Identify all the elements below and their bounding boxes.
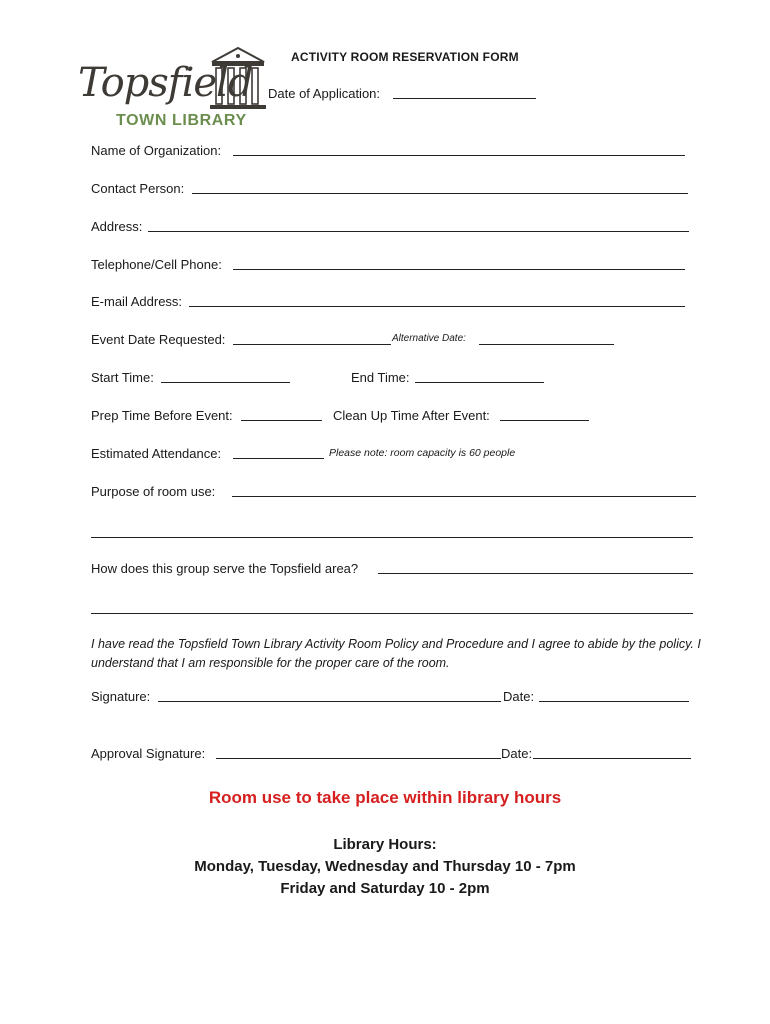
start-time-field[interactable]: [161, 370, 290, 383]
signature-date-label: Date:: [503, 689, 535, 704]
cleanup-time-label: Clean Up Time After Event:: [333, 408, 490, 423]
prep-time-field[interactable]: [241, 408, 322, 421]
contact-person-label: Contact Person:: [91, 181, 185, 196]
email-row: [91, 294, 691, 312]
date-of-application-row: [268, 86, 538, 104]
organization-row: [91, 143, 691, 161]
organization-label: Name of Organization:: [91, 143, 222, 158]
time-row: [91, 370, 551, 388]
library-hours-weekday: Monday, Tuesday, Wednesday and Thursday 10 - 7pm: [194, 858, 576, 875]
email-field[interactable]: [189, 294, 685, 307]
telephone-label: Telephone/Cell Phone:: [91, 257, 222, 272]
event-date-row: [91, 332, 621, 350]
library-hours-heading: Library Hours:: [333, 836, 437, 853]
email-label: E-mail Address:: [91, 294, 183, 309]
logo-subtitle: TOWN LIBRARY: [116, 112, 247, 129]
attendance-label: Estimated Attendance:: [91, 446, 222, 461]
approval-signature-row: [91, 746, 701, 764]
telephone-row: [91, 257, 691, 275]
start-time-label: Start Time:: [91, 370, 154, 385]
prep-cleanup-row: [91, 408, 601, 426]
purpose-field[interactable]: [232, 484, 696, 497]
end-time-field[interactable]: [415, 370, 544, 383]
signature-row: [91, 689, 701, 707]
approval-signature-label: Approval Signature:: [91, 746, 206, 761]
alternative-date-label: Alternative Date:: [392, 333, 466, 344]
attendance-field[interactable]: [233, 446, 324, 459]
approval-date-label: Date:: [501, 746, 533, 761]
event-date-label: Event Date Requested:: [91, 332, 226, 347]
cleanup-time-field[interactable]: [500, 408, 589, 421]
address-field[interactable]: [148, 219, 689, 232]
policy-statement: I have read the Topsfield Town Library Activity Room Policy and Procedure and I agree to abide by the policy. I understand that I am responsible for the proper care of the room.: [91, 637, 701, 670]
signature-date-field[interactable]: [539, 689, 689, 702]
purpose-label: Purpose of room use:: [91, 484, 216, 499]
end-time-label: End Time:: [351, 370, 410, 385]
telephone-field[interactable]: [233, 257, 685, 270]
library-hours-notice: Room use to take place within library hours: [208, 788, 562, 807]
approval-signature-field[interactable]: [216, 746, 501, 759]
approval-date-field[interactable]: [533, 746, 691, 759]
library-hours-weekend: Friday and Saturday 10 - 2pm: [280, 880, 490, 897]
signature-field[interactable]: [158, 689, 501, 702]
contact-person-field[interactable]: [192, 181, 688, 194]
purpose-field-line-2[interactable]: [91, 524, 693, 538]
address-label: Address:: [91, 219, 143, 234]
serve-area-row: [91, 561, 701, 579]
event-date-field[interactable]: [233, 332, 391, 345]
organization-field[interactable]: [233, 143, 685, 156]
capacity-note: Please note: room capacity is 60 people: [329, 447, 516, 459]
purpose-row: [91, 484, 701, 502]
serve-area-field[interactable]: [378, 561, 693, 574]
signature-label: Signature:: [91, 689, 151, 704]
form-title: ACTIVITY ROOM RESERVATION FORM: [291, 50, 519, 64]
serve-area-label: How does this group serve the Topsfield area?: [91, 561, 359, 576]
date-of-application-field[interactable]: [393, 86, 536, 99]
serve-area-field-line-2[interactable]: [91, 600, 693, 614]
contact-person-row: [91, 181, 691, 199]
library-logo: [74, 44, 266, 132]
date-of-application-label: Date of Application:: [268, 86, 381, 101]
address-row: [91, 219, 691, 237]
prep-time-label: Prep Time Before Event:: [91, 408, 233, 423]
attendance-row: [91, 446, 551, 464]
logo-script-text: Topsfield: [78, 60, 253, 106]
alternative-date-field[interactable]: [479, 332, 614, 345]
